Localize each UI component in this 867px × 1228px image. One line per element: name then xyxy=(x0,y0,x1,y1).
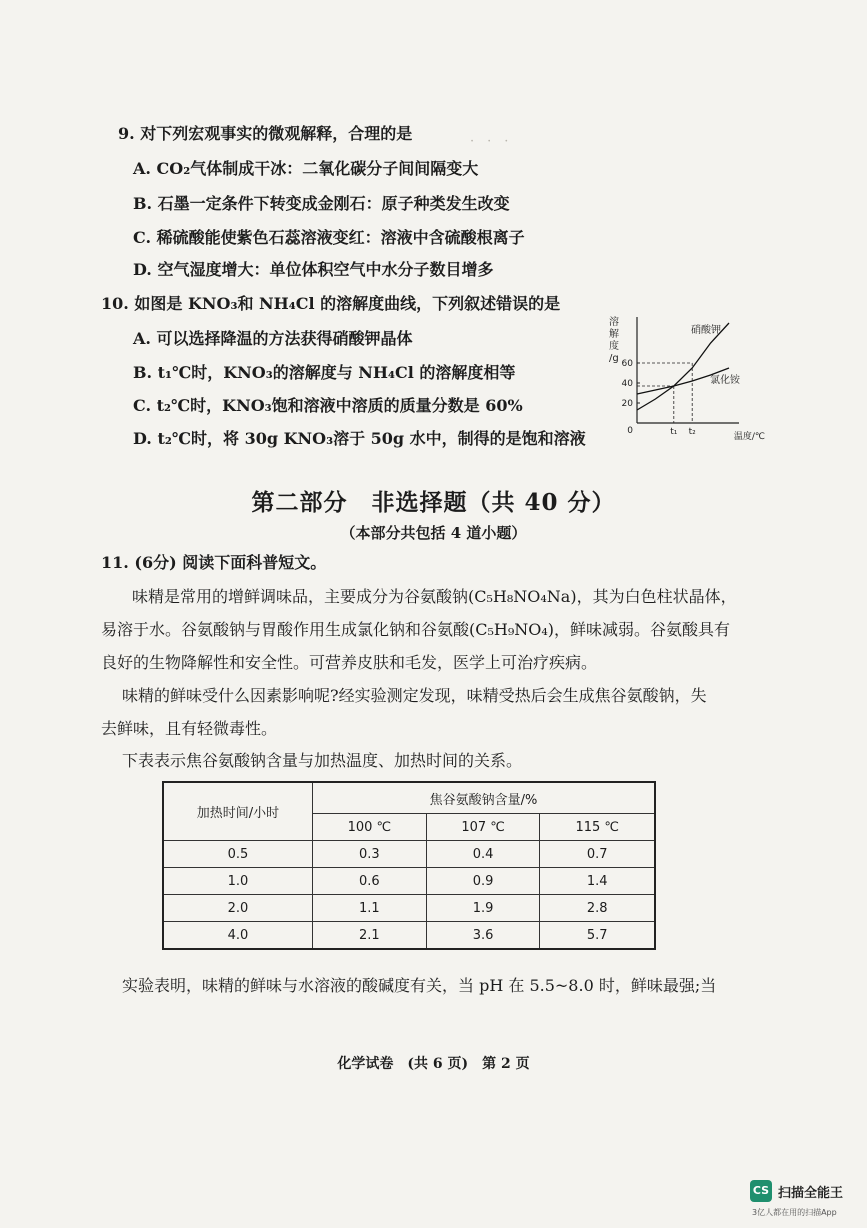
table-cell: 0.7 xyxy=(540,841,655,868)
q11-stem: 11. (6分) 阅读下面科普短文。 xyxy=(101,553,327,572)
page-footer: 化学试卷 (共 6 页) 第 2 页 xyxy=(337,1056,530,1072)
table-temp-header: 115 ℃ xyxy=(540,814,655,841)
table-row xyxy=(163,922,655,950)
y-axis-label: /g xyxy=(609,353,619,364)
y-axis-label: 溶 xyxy=(609,317,619,328)
table-cell: 2.1 xyxy=(313,922,427,950)
part2-title: 第二部分 非选择题（共 40 分） xyxy=(251,489,616,516)
q10-option-a: A. 可以选择降温的方法获得硝酸钾晶体 xyxy=(133,329,413,348)
x-tick-label: t₂ xyxy=(688,427,696,437)
q9-stem: 9. 对下列宏观事实的微观解释，合理的是 xyxy=(118,124,413,143)
q9-option-b: B. 石墨一定条件下转变成金刚石：原子种类发生改变 xyxy=(133,194,510,213)
table-cell: 0.6 xyxy=(313,868,427,895)
series-label-kno3: 硝酸钾 xyxy=(691,325,721,336)
origin-label: 0 xyxy=(627,426,633,436)
table-cell: 0.5 xyxy=(163,841,313,868)
q10-stem: 10. 如图是 KNO₃和 NH₄Cl 的溶解度曲线，下列叙述错误的是 xyxy=(101,294,561,313)
q11-paragraph1-line2: 易溶于水。谷氨酸钠与胃酸作用生成氯化钠和谷氨酸(C₅H₉NO₄)，鲜味减弱。谷氨酸具有 xyxy=(101,620,731,639)
q11-paragraph1-line1: 味精是常用的增鲜调味品，主要成分为谷氨酸钠(C₅H₈NO₄Na)，其为白色柱状晶体， xyxy=(132,587,737,606)
bleed-through-text: · · · xyxy=(470,134,509,149)
q10-option-b: B. t₁℃时，KNO₃的溶解度与 NH₄Cl 的溶解度相等 xyxy=(133,363,516,382)
y-tick-label: 20 xyxy=(621,399,633,409)
series-line-kno3 xyxy=(637,323,729,410)
q11-paragraph3: 下表表示焦谷氨酸钠含量与加热温度、加热时间的关系。 xyxy=(122,751,523,770)
y-tick-label: 60 xyxy=(621,359,633,369)
scanner-app-name: 扫描全能王 xyxy=(778,1186,844,1201)
table-cell: 2.0 xyxy=(163,895,313,922)
table-cell: 1.9 xyxy=(426,895,540,922)
q9-option-c: C. 稀硫酸能使紫色石蕊溶液变红：溶液中含硫酸根离子 xyxy=(133,228,525,247)
q11-paragraph2-line1: 味精的鲜味受什么因素影响呢?经实验测定发现，味精受热后会生成焦谷氨酸钠，失 xyxy=(122,686,707,705)
scanner-tagline: 3亿人都在用的扫描App xyxy=(752,1208,837,1217)
y-axis-label: 度 xyxy=(609,341,619,352)
y-tick-label: 40 xyxy=(621,379,633,389)
table-cell: 3.6 xyxy=(426,922,540,950)
q11-paragraph1-line3: 良好的生物降解性和安全性。可营养皮肤和毛发，医学上可治疗疾病。 xyxy=(101,653,598,672)
table-cell: 1.1 xyxy=(313,895,427,922)
solubility-chart xyxy=(595,313,770,445)
table-temp-header: 100 ℃ xyxy=(313,814,427,841)
table-cell: 1.0 xyxy=(163,868,313,895)
x-axis-label: 温度/℃ xyxy=(733,432,765,442)
part2-subtitle: （本部分共包括 4 道小题） xyxy=(340,524,527,542)
scanner-watermark xyxy=(750,1180,862,1222)
table-row xyxy=(163,895,655,922)
table-corner-header: 加热时间/小时 xyxy=(163,782,313,841)
table-cell: 0.3 xyxy=(313,841,427,868)
q11-paragraph4: 实验表明，味精的鲜味与水溶液的酸碱度有关，当 pH 在 5.5~8.0 时，鲜味最强;当 xyxy=(122,976,717,995)
table-row xyxy=(163,841,655,868)
table-cell: 1.4 xyxy=(540,868,655,895)
table-cell: 0.9 xyxy=(426,868,540,895)
scanner-logo-icon: CS xyxy=(750,1180,772,1202)
q9-option-a: A. CO₂气体制成干冰：二氧化碳分子间间隔变大 xyxy=(133,159,479,178)
table-cell: 0.4 xyxy=(426,841,540,868)
x-tick-label: t₁ xyxy=(670,427,678,437)
table-cell: 4.0 xyxy=(163,922,313,950)
table-cell: 5.7 xyxy=(540,922,655,950)
y-axis-label: 解 xyxy=(609,329,619,340)
q11-paragraph2-line2: 去鲜味，且有轻微毒性。 xyxy=(101,719,278,738)
table-temp-header: 107 ℃ xyxy=(426,814,540,841)
pyroglutamate-table xyxy=(162,781,656,950)
table-cell: 2.8 xyxy=(540,895,655,922)
series-label-nh4cl: 氯化铵 xyxy=(710,375,740,386)
q9-option-d: D. 空气湿度增大：单位体积空气中水分子数目增多 xyxy=(133,260,494,279)
q10-option-c: C. t₂℃时，KNO₃饱和溶液中溶质的质量分数是 60% xyxy=(133,396,523,415)
table-group-header: 焦谷氨酸钠含量/% xyxy=(313,782,656,814)
q10-option-d: D. t₂℃时，将 30g KNO₃溶于 50g 水中，制得的是饱和溶液 xyxy=(133,429,586,448)
table-row xyxy=(163,868,655,895)
